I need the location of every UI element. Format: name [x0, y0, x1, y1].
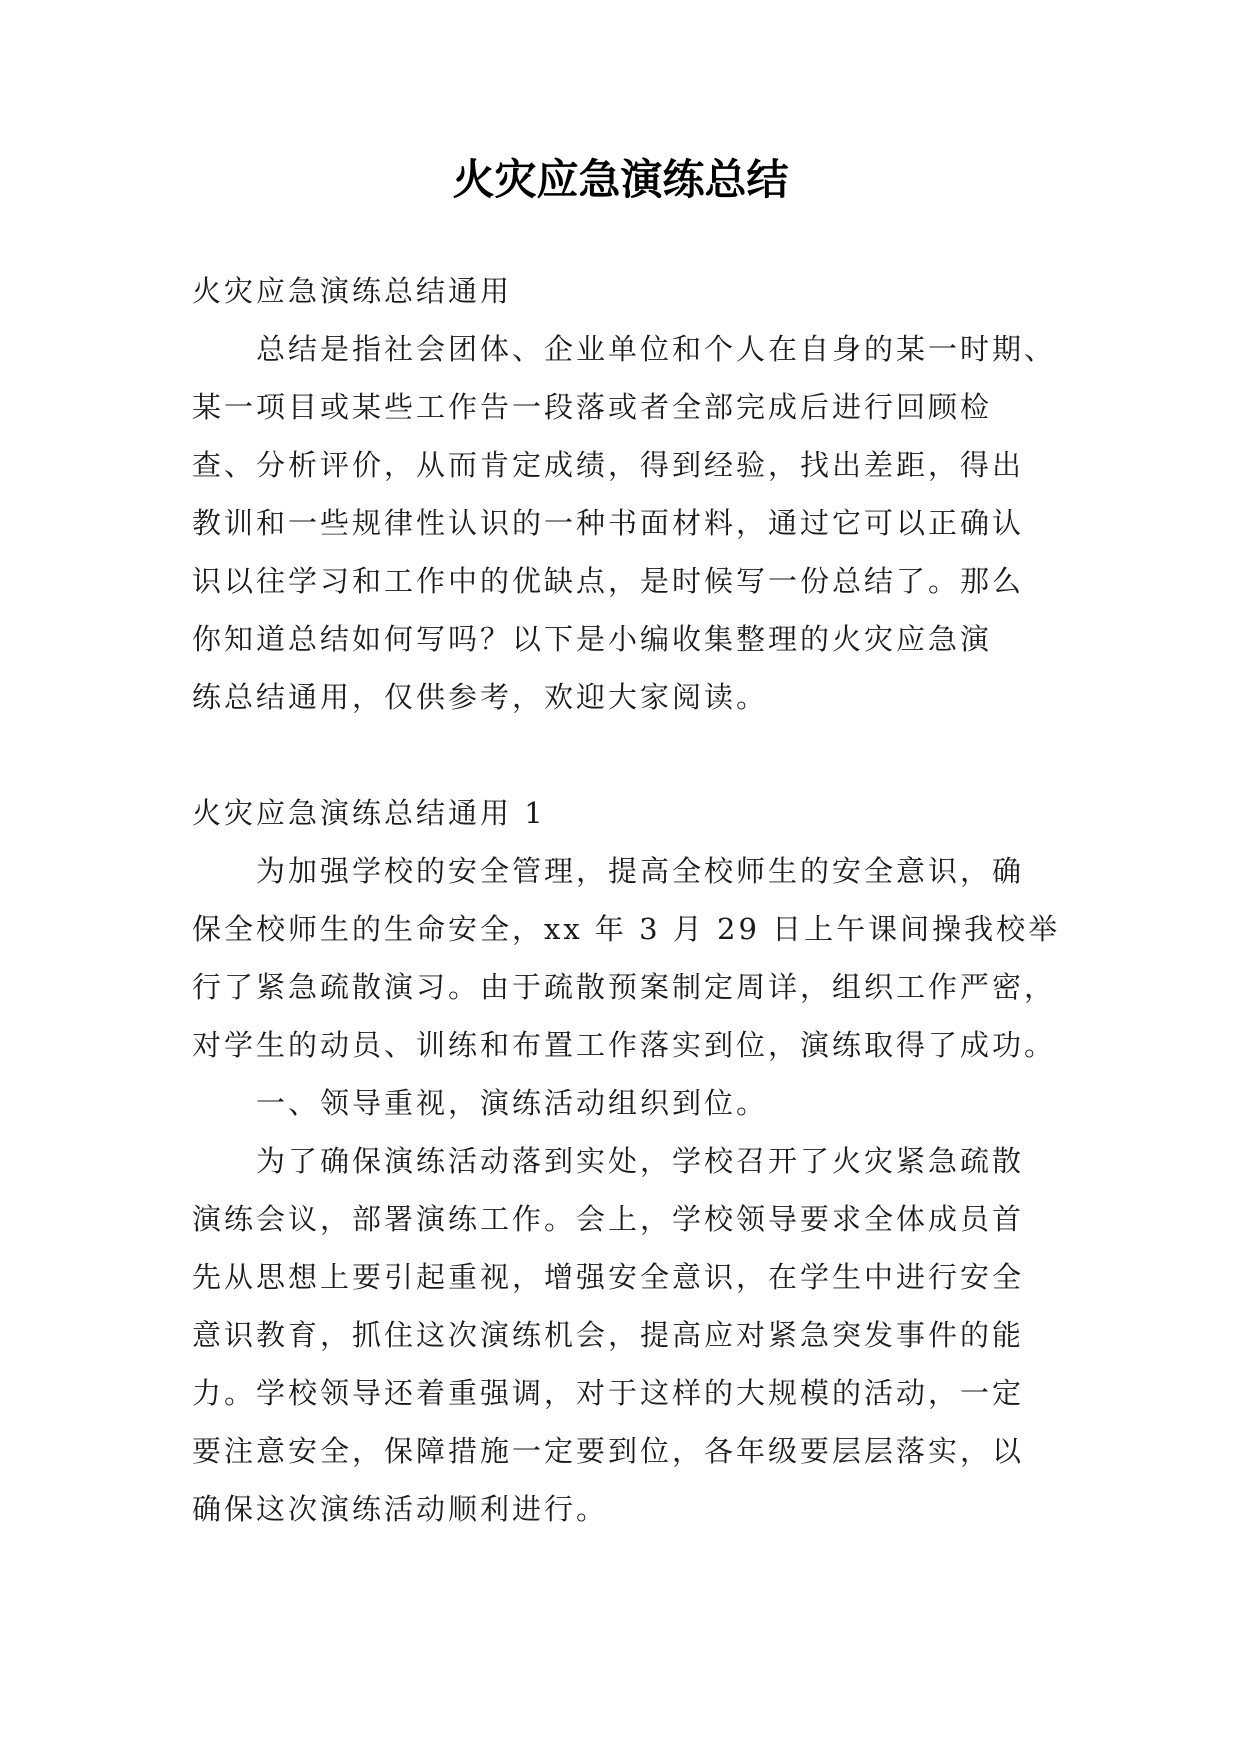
section-paragraph-2	[192, 1132, 1052, 1538]
intro-line: 某一项目或某些工作告一段落或者全部完成后进行回顾检	[192, 390, 993, 424]
document-body	[192, 262, 1061, 1538]
intro-line: 练总结通用，仅供参考，欢迎大家阅读。	[192, 680, 769, 714]
paragraph-line: 保全校师生的生命安全，xx 年 3 月 29 日上午课间操我校举	[192, 912, 1061, 946]
document-subtitle: 火灾应急演练总结通用	[192, 274, 513, 308]
intro-line: 查、分析评价，从而肯定成绩，得到经验，找出差距，得出	[192, 448, 1025, 482]
intro-line: 教训和一些规律性认识的一种书面材料，通过它可以正确认	[192, 506, 1025, 540]
intro-line: 你知道总结如何写吗？以下是小编收集整理的火灾应急演	[192, 622, 993, 656]
paragraph-line: 为了确保演练活动落到实处，学校召开了火灾紧急疏散	[256, 1144, 1025, 1178]
paragraph-line: 力。学校领导还着重强调，对于这样的大规模的活动，一定	[192, 1376, 1025, 1410]
document-title: 火灾应急演练总结	[452, 155, 789, 204]
intro-line: 总结是指社会团体、企业单位和个人在自身的某一时期、	[256, 332, 1057, 366]
intro-paragraph	[192, 320, 1057, 726]
paragraph-line: 确保这次演练活动顺利进行。	[192, 1492, 609, 1526]
paragraph-line: 先从思想上要引起重视，增强安全意识，在学生中进行安全	[192, 1260, 1025, 1294]
intro-line: 识以往学习和工作中的优缺点，是时候写一份总结了。那么	[192, 564, 1025, 598]
paragraph-line: 为加强学校的安全管理，提高全校师生的安全意识，确	[256, 854, 1025, 888]
paragraph-line: 演练会议，部署演练工作。会上，学校领导要求全体成员首	[192, 1202, 1025, 1236]
paragraph-line: 行了紧急疏散演习。由于疏散预案制定周详，组织工作严密，	[192, 970, 1057, 1004]
paragraph-line: 意识教育，抓住这次演练机会，提高应对紧急突发事件的能	[192, 1318, 1025, 1352]
paragraph-line: 要注意安全，保障措施一定要到位，各年级要层层落实，以	[192, 1434, 1025, 1468]
section-heading: 火灾应急演练总结通用 1	[192, 796, 546, 830]
section-spacer	[192, 726, 1052, 784]
section-paragraph-1	[192, 842, 1061, 1074]
paragraph-line: 对学生的动员、训练和布置工作落实到位，演练取得了成功。	[192, 1028, 1057, 1062]
point-heading: 一、领导重视，演练活动组织到位。	[256, 1086, 769, 1120]
